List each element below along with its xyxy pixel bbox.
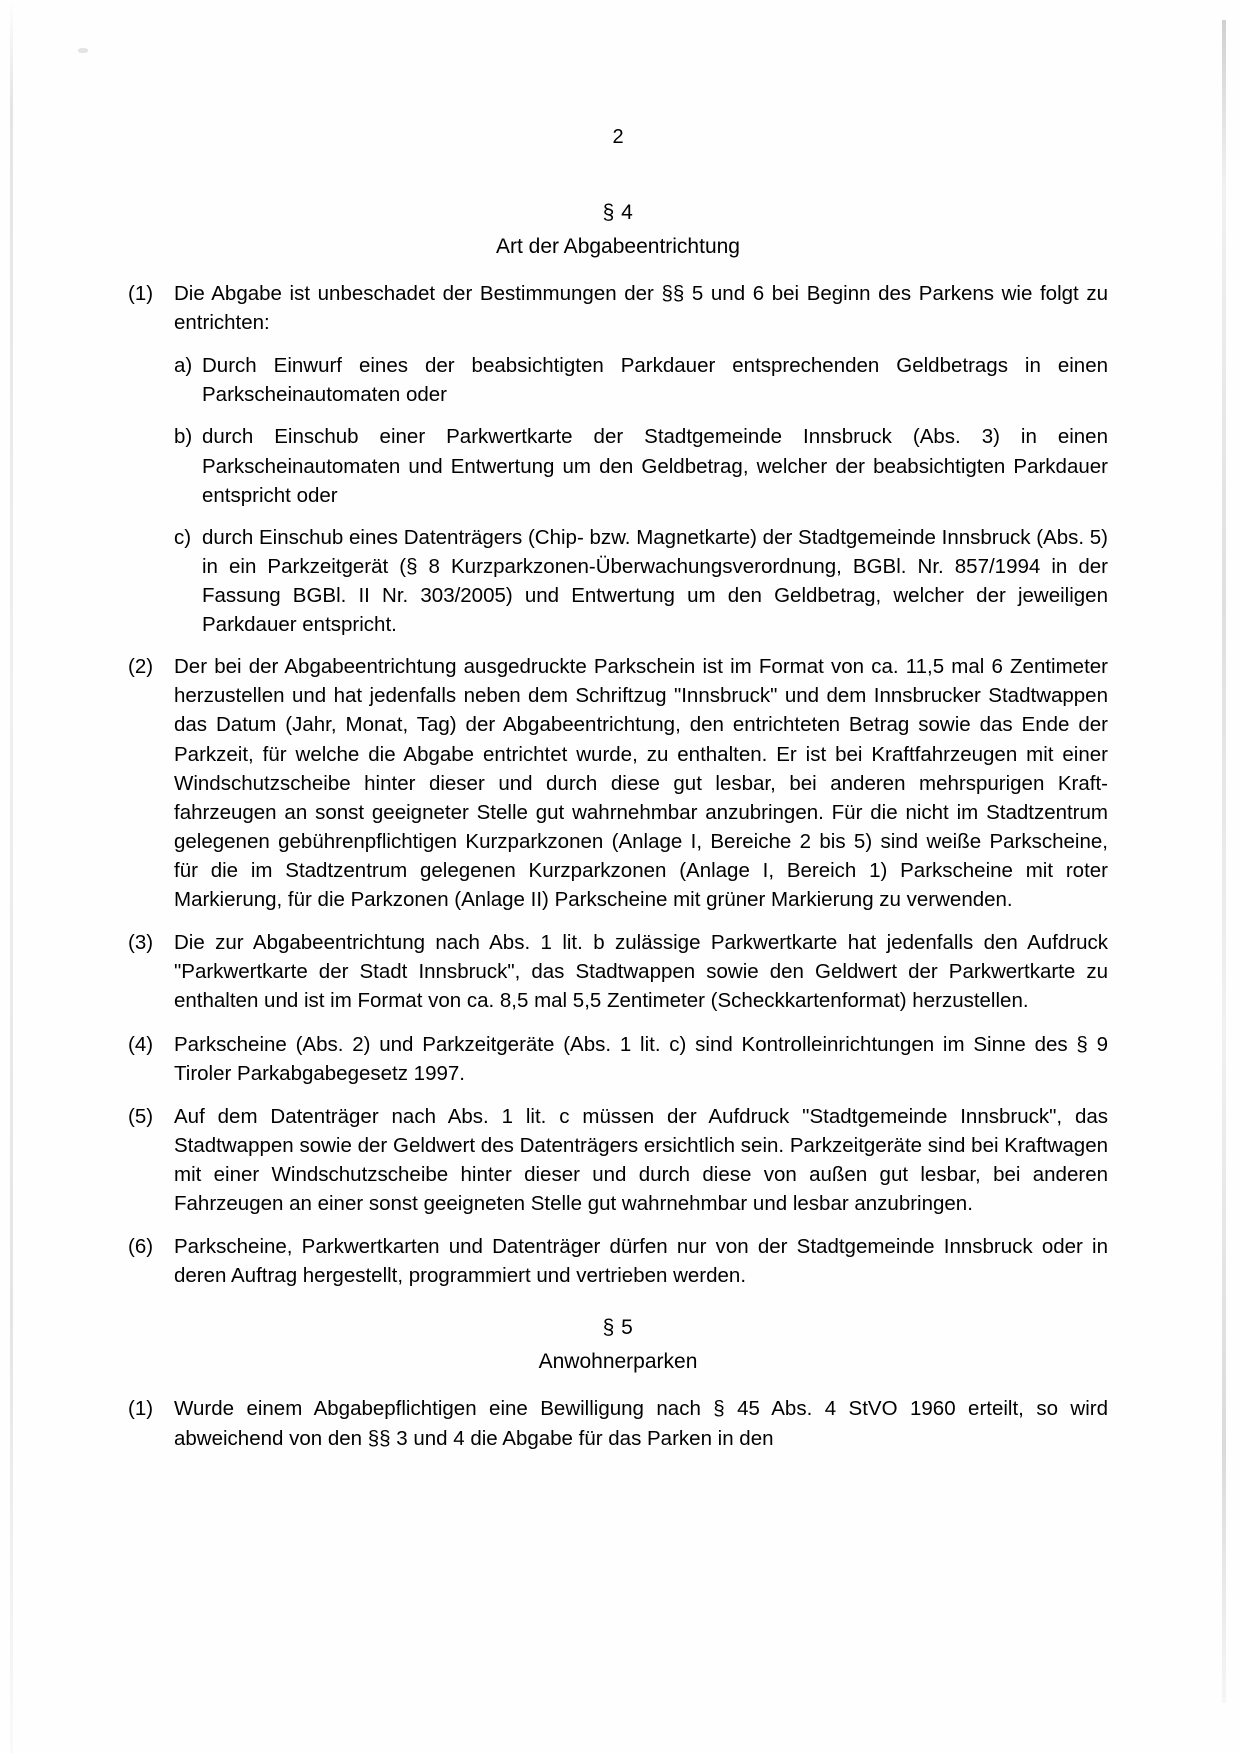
paragraph-text: Parkscheine (Abs. 2) und Parkzeitgeräte (Abs. 1 lit. c) sind Kontrolleinrichtungen im Sinne des § 9 Tiroler Parkabgabegesetz 1997. xyxy=(174,1032,1108,1085)
paragraph-marker: (3) xyxy=(128,931,154,955)
list-item-text: Durch Einwurf eines der beabsichtigten Parkdauer entsprechenden Geldbetrags in einen Parkscheinautomaten oder xyxy=(202,354,1108,407)
paragraph-marker: (5) xyxy=(128,1104,154,1128)
document-content xyxy=(128,126,1108,1467)
paragraph-text: Die Abgabe ist unbeschadet der Bestimmungen der §§ 5 und 6 bei Beginn des Parkens wie folgt zu entrichten: xyxy=(174,282,1108,335)
paragraph-text: Wurde einem Abgabepflichtigen eine Bewilligung nach § 45 Abs. 4 StVO 1960 erteilt, so wird abweichend von den §§ 3 und 4 die Abgabe für das Parken in den xyxy=(174,1397,1108,1450)
paragraph xyxy=(128,1102,1108,1218)
section-subheading: Art der Abgabeentrichtung xyxy=(495,235,740,258)
paragraph-marker: (4) xyxy=(128,1032,154,1056)
paragraph-text: Parkscheine, Parkwertkarten und Datenträger dürfen nur von der Stadtgemeinde Innsbruck oder in deren Auftrag hergestellt, programmiert und vertrieben werden. xyxy=(174,1235,1108,1288)
list-item-marker: b) xyxy=(174,425,193,449)
list-item xyxy=(174,351,1108,409)
paragraph xyxy=(128,928,1108,1015)
section-heading: § 5 xyxy=(602,1316,634,1340)
paragraph-marker: (2) xyxy=(128,655,154,679)
section-paragraph-4 xyxy=(128,201,1108,1290)
paragraph xyxy=(128,1232,1108,1290)
paragraph-text: Auf dem Datenträger nach Abs. 1 lit. c müssen der Aufdruck "Stadtgemeinde Innsbruck", das Stadtwappen sowie der Geldwert des Datenträgers ersichtlich sein. Parkzeitgeräte sind bei Kraftwagen mit einer Windschutzscheibe hinter dieser und durch diese von außen gut lesbar, bei anderen Fahrzeugen an einer sonst geeigneten Stelle gut wahrnehmbar und lesbar anzubringen. xyxy=(174,1104,1108,1216)
scan-artifact-right-edge xyxy=(1222,20,1226,1703)
list-item-text: durch Einschub eines Datenträgers (Chip- bzw. Magnetkarte) der Stadtgemeinde Innsbruck (Abs. 5) in ein Parkzeitgerät (§ 8 Kurzparkzonen-Überwachungsverordnung, BGBl. Nr. 857/1994 in der Fassung BGBl. II Nr. 303/2005) und Entwertung um den Geldbetrag, welcher der jeweiligen Parkdauer entspricht. xyxy=(202,525,1108,637)
paragraph-text: Die zur Abgabeentrichtung nach Abs. 1 lit. b zulässige Parkwertkarte hat jedenfalls den Aufdruck "Parkwertkarte der Stadt Innsbruck", das Stadtwappen sowie den Geldwert der Parkwertkarte zu enthalten und ist im Format von ca. 8,5 mal 5,5 Zentimeter (Scheckkartenformat) herzustellen. xyxy=(174,931,1108,1013)
scan-artifact-speck xyxy=(78,48,88,53)
list-item xyxy=(174,523,1108,639)
page-number: 2 xyxy=(612,126,624,148)
section-subheading: Anwohnerparken xyxy=(538,1350,698,1374)
list-item-marker: a) xyxy=(174,354,193,378)
paragraph-marker: (1) xyxy=(128,1397,154,1421)
paragraph xyxy=(128,1394,1108,1452)
paragraph-text: Der bei der Abgabeentrichtung ausgedruckte Parkschein ist im Format von ca. 11,5 mal 6 Zentimeter herzustellen und hat jedenfalls neben dem Schriftzug "Innsbruck" und dem Innsbrucker Stadtwappen das Datum (Jahr, Monat, Tag) der Abgabeentrichtung, den entrichteten Betrag sowie das Ende der Parkzeit, für welche die Abgabe entrichtet wurde, zu enthalten. Er ist bei Kraftfahrzeugen mit einer Windschutzscheibe hinter dieser und durch diese gut lesbar, bei anderen mehrspurigen Kraftfahrzeugen an sonst geeigneter Stelle gut wahrnehmbar anzubringen. Für die nicht im Stadtzentrum gelegenen gebührenpflichtigen Kurzparkzonen (Anlage I, Bereiche 2 bis 5) sind weiße Parkscheine, für die im Stadtzentrum gelegenen Kurzparkzonen (Anlage I, Bereich 1) Parkscheine mit roter Markierung, für die Parkzonen (Anlage II) Parkscheine mit grüner Markierung zu verwenden. xyxy=(174,655,1108,912)
scan-artifact-left-edge xyxy=(10,0,13,1753)
section-heading: § 4 xyxy=(602,201,634,224)
paragraph-marker: (6) xyxy=(128,1235,154,1259)
paragraph xyxy=(128,652,1108,914)
section-paragraph-5 xyxy=(128,1316,1108,1452)
list-item xyxy=(174,422,1108,509)
paragraph-marker: (1) xyxy=(128,282,154,305)
paragraph xyxy=(128,1030,1108,1088)
list-item-text: durch Einschub einer Parkwertkarte der Stadtgemeinde Innsbruck (Abs. 3) in einen Parkscheinautomaten und Entwertung um den Geldbetrag, welcher der beabsichtigten Parkdauer entspricht oder xyxy=(202,425,1108,507)
list-item-marker: c) xyxy=(174,525,192,549)
paragraph xyxy=(128,279,1108,337)
